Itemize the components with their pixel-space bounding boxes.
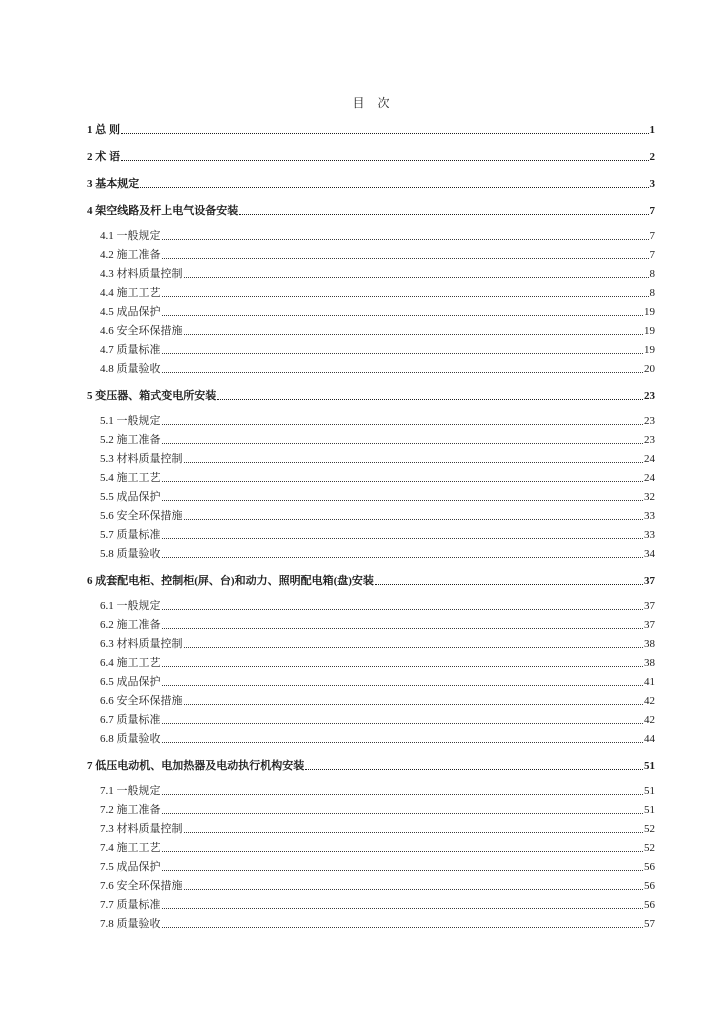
section-page: 37 bbox=[644, 619, 655, 631]
section-label: 5.6 安全环保措施 bbox=[100, 510, 183, 522]
section-page: 8 bbox=[649, 287, 655, 299]
toc-section bbox=[87, 247, 655, 263]
dot-leader bbox=[162, 442, 644, 444]
section-page: 33 bbox=[644, 510, 655, 522]
chapter-label: 6 成套配电柜、控制柜(屏、台)和动力、照明配电箱(盘)安装 bbox=[87, 575, 374, 587]
toc-chapter bbox=[87, 573, 655, 589]
chapter-page: 2 bbox=[649, 151, 655, 163]
section-page: 34 bbox=[644, 548, 655, 560]
chapter-label: 1 总 则 bbox=[87, 124, 120, 136]
toc-section bbox=[87, 451, 655, 467]
chapter-page: 1 bbox=[649, 124, 655, 136]
section-label: 6.2 施工准备 bbox=[100, 619, 161, 631]
section-page: 19 bbox=[644, 325, 655, 337]
section-label: 6.6 安全环保措施 bbox=[100, 695, 183, 707]
dot-leader bbox=[162, 722, 644, 724]
section-label: 6.3 材料质量控制 bbox=[100, 638, 183, 650]
section-label: 7.5 成品保护 bbox=[100, 861, 161, 873]
table-of-contents bbox=[87, 122, 655, 932]
toc-section bbox=[87, 859, 655, 875]
section-page: 24 bbox=[644, 453, 655, 465]
chapter-label: 3 基本规定 bbox=[87, 178, 140, 190]
toc-section bbox=[87, 674, 655, 690]
page-title: 目 次 bbox=[352, 96, 390, 110]
section-page: 19 bbox=[644, 344, 655, 356]
dot-leader bbox=[184, 888, 644, 890]
chapter-page: 7 bbox=[649, 205, 655, 217]
section-page: 56 bbox=[644, 899, 655, 911]
section-page: 23 bbox=[644, 415, 655, 427]
chapter-page: 51 bbox=[644, 760, 655, 772]
section-label: 5.7 质量标准 bbox=[100, 529, 161, 541]
section-label: 4.7 质量标准 bbox=[100, 344, 161, 356]
chapter-page: 23 bbox=[644, 390, 655, 402]
toc-section bbox=[87, 304, 655, 320]
toc-chapter bbox=[87, 176, 655, 192]
toc-chapter bbox=[87, 388, 655, 404]
section-page: 51 bbox=[644, 804, 655, 816]
dot-leader bbox=[162, 295, 649, 297]
dot-leader bbox=[162, 907, 644, 909]
toc-section bbox=[87, 655, 655, 671]
toc-section bbox=[87, 821, 655, 837]
dot-leader bbox=[162, 499, 644, 501]
section-label: 7.2 施工准备 bbox=[100, 804, 161, 816]
dot-leader bbox=[162, 793, 644, 795]
toc-section bbox=[87, 802, 655, 818]
dot-leader bbox=[162, 352, 644, 354]
chapter-label: 7 低压电动机、电加热器及电动执行机构安装 bbox=[87, 760, 305, 772]
dot-leader bbox=[162, 869, 644, 871]
dot-leader bbox=[162, 238, 649, 240]
toc-section bbox=[87, 897, 655, 913]
section-label: 5.2 施工准备 bbox=[100, 434, 161, 446]
section-page: 52 bbox=[644, 823, 655, 835]
section-label: 6.5 成品保护 bbox=[100, 676, 161, 688]
dot-leader bbox=[184, 461, 644, 463]
section-page: 38 bbox=[644, 657, 655, 669]
section-label: 7.8 质量验收 bbox=[100, 918, 161, 930]
dot-leader bbox=[162, 608, 644, 610]
dot-leader bbox=[162, 314, 644, 316]
section-page: 56 bbox=[644, 861, 655, 873]
dot-leader bbox=[162, 665, 644, 667]
toc-section bbox=[87, 598, 655, 614]
dot-leader bbox=[162, 741, 644, 743]
section-label: 5.1 一般规定 bbox=[100, 415, 161, 427]
section-label: 4.6 安全环保措施 bbox=[100, 325, 183, 337]
section-page: 38 bbox=[644, 638, 655, 650]
toc-section bbox=[87, 527, 655, 543]
toc-section bbox=[87, 878, 655, 894]
toc-section bbox=[87, 342, 655, 358]
dot-leader bbox=[162, 684, 644, 686]
dot-leader bbox=[162, 423, 644, 425]
dot-leader bbox=[305, 768, 643, 770]
toc-section bbox=[87, 783, 655, 799]
dot-leader bbox=[184, 703, 644, 705]
section-label: 5.3 材料质量控制 bbox=[100, 453, 183, 465]
section-label: 4.5 成品保护 bbox=[100, 306, 161, 318]
section-page: 51 bbox=[644, 785, 655, 797]
dot-leader bbox=[162, 257, 649, 259]
section-label: 7.7 质量标准 bbox=[100, 899, 161, 911]
dot-leader bbox=[217, 398, 643, 400]
toc-section bbox=[87, 432, 655, 448]
toc-section bbox=[87, 470, 655, 486]
section-page: 24 bbox=[644, 472, 655, 484]
section-label: 5.8 质量验收 bbox=[100, 548, 161, 560]
section-page: 23 bbox=[644, 434, 655, 446]
toc-section bbox=[87, 228, 655, 244]
chapter-label: 2 术 语 bbox=[87, 151, 120, 163]
toc-chapter bbox=[87, 149, 655, 165]
section-label: 7.6 安全环保措施 bbox=[100, 880, 183, 892]
toc-section bbox=[87, 617, 655, 633]
toc-section bbox=[87, 361, 655, 377]
dot-leader bbox=[184, 518, 644, 520]
section-page: 20 bbox=[644, 363, 655, 375]
dot-leader bbox=[162, 371, 644, 373]
section-page: 32 bbox=[644, 491, 655, 503]
dot-leader bbox=[162, 926, 644, 928]
dot-leader bbox=[121, 132, 649, 134]
chapter-page: 3 bbox=[649, 178, 655, 190]
section-page: 44 bbox=[644, 733, 655, 745]
dot-leader bbox=[184, 831, 644, 833]
dot-leader bbox=[162, 627, 644, 629]
section-label: 7.4 施工工艺 bbox=[100, 842, 161, 854]
chapter-page: 37 bbox=[644, 575, 655, 587]
toc-chapter bbox=[87, 758, 655, 774]
section-label: 6.7 质量标准 bbox=[100, 714, 161, 726]
dot-leader bbox=[162, 480, 644, 482]
section-page: 57 bbox=[644, 918, 655, 930]
section-page: 19 bbox=[644, 306, 655, 318]
toc-chapter bbox=[87, 122, 655, 138]
toc-section bbox=[87, 285, 655, 301]
section-page: 33 bbox=[644, 529, 655, 541]
toc-chapter bbox=[87, 203, 655, 219]
dot-leader bbox=[184, 276, 649, 278]
section-label: 5.4 施工工艺 bbox=[100, 472, 161, 484]
section-label: 4.4 施工工艺 bbox=[100, 287, 161, 299]
toc-section bbox=[87, 489, 655, 505]
toc-section bbox=[87, 266, 655, 282]
toc-section bbox=[87, 712, 655, 728]
dot-leader bbox=[375, 583, 643, 585]
dot-leader bbox=[239, 213, 648, 215]
toc-section bbox=[87, 413, 655, 429]
dot-leader bbox=[140, 186, 648, 188]
section-page: 7 bbox=[649, 249, 655, 261]
section-page: 42 bbox=[644, 714, 655, 726]
section-page: 42 bbox=[644, 695, 655, 707]
toc-section bbox=[87, 693, 655, 709]
section-label: 4.2 施工准备 bbox=[100, 249, 161, 261]
toc-section bbox=[87, 840, 655, 856]
toc-section bbox=[87, 508, 655, 524]
section-page: 8 bbox=[649, 268, 655, 280]
section-label: 5.5 成品保护 bbox=[100, 491, 161, 503]
dot-leader bbox=[184, 333, 644, 335]
dot-leader bbox=[162, 537, 644, 539]
section-label: 4.3 材料质量控制 bbox=[100, 268, 183, 280]
toc-section bbox=[87, 731, 655, 747]
section-page: 41 bbox=[644, 676, 655, 688]
dot-leader bbox=[162, 556, 644, 558]
dot-leader bbox=[121, 159, 649, 161]
chapter-label: 4 架空线路及杆上电气设备安装 bbox=[87, 205, 239, 217]
section-label: 4.1 一般规定 bbox=[100, 230, 161, 242]
dot-leader bbox=[162, 850, 644, 852]
section-label: 7.3 材料质量控制 bbox=[100, 823, 183, 835]
section-label: 6.1 一般规定 bbox=[100, 600, 161, 612]
section-label: 4.8 质量验收 bbox=[100, 363, 161, 375]
toc-section bbox=[87, 916, 655, 932]
dot-leader bbox=[184, 646, 644, 648]
section-page: 37 bbox=[644, 600, 655, 612]
dot-leader bbox=[162, 812, 644, 814]
toc-section bbox=[87, 546, 655, 562]
toc-section bbox=[87, 636, 655, 652]
section-label: 6.4 施工工艺 bbox=[100, 657, 161, 669]
toc-section bbox=[87, 323, 655, 339]
chapter-label: 5 变压器、箱式变电所安装 bbox=[87, 390, 217, 402]
section-label: 7.1 一般规定 bbox=[100, 785, 161, 797]
section-page: 52 bbox=[644, 842, 655, 854]
section-page: 7 bbox=[649, 230, 655, 242]
section-label: 6.8 质量验收 bbox=[100, 733, 161, 745]
section-page: 56 bbox=[644, 880, 655, 892]
